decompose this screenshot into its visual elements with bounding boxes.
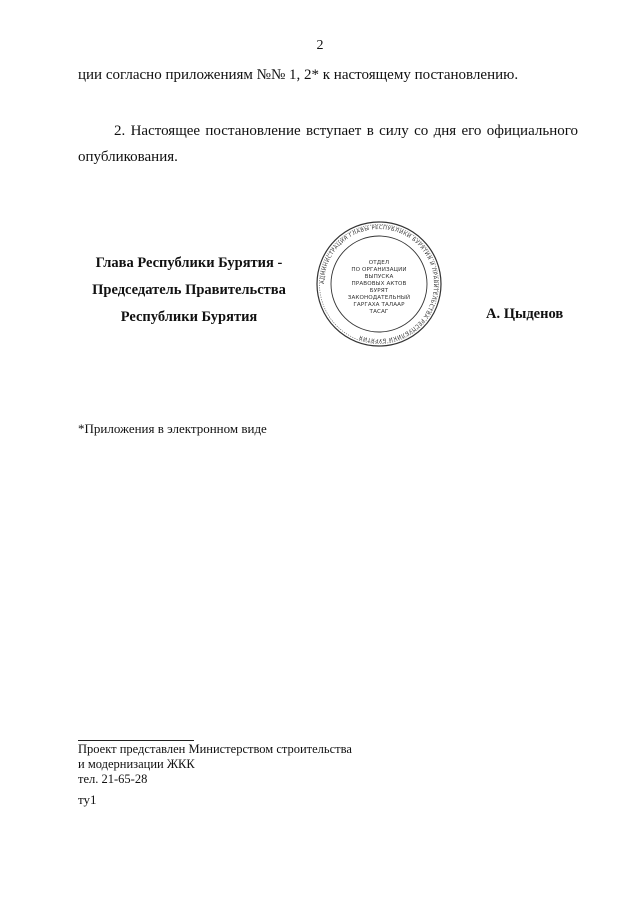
paragraph-effective-date-text: 2. Настоящее постановление вступает в силу со дня его официального опубликования.: [78, 123, 578, 165]
footnote-divider: [78, 740, 194, 741]
seal-center-line: ТАСАГ: [369, 309, 389, 315]
seal-center-line: ВЫПУСКА: [364, 274, 394, 280]
paragraph-continuation: ции согласно приложениям №№ 1, 2* к настоящему постановлению.: [78, 67, 519, 83]
seal-graphic: [313, 218, 445, 350]
seal-center-line: ПО ОРГАНИЗАЦИИ: [351, 267, 407, 273]
signatory-title-line: Председатель Правительства: [92, 282, 286, 298]
appendix-note: *Приложения в электронном виде: [78, 421, 267, 436]
paragraph-effective-date: [78, 118, 578, 170]
signatory-title-line: Глава Республики Бурятия -: [95, 255, 283, 271]
signatory-title: [64, 250, 314, 331]
seal-center-line: ОТДЕЛ: [368, 260, 390, 266]
seal-center-line: ЗАКОНОДАТЕЛЬНЫЙ: [347, 295, 411, 301]
seal-center-line: ГАРГАХА ТАЛААР: [353, 302, 405, 308]
document-code: ту1: [78, 792, 97, 807]
seal-ring-text: АДМИНИСТРАЦИЯ ГЛАВЫ РЕСПУБЛИКИ БУРЯТИЯ И ПРАВИТЕЛЬСТВА РЕСПУБЛИКИ БУРЯТИЯ: [319, 224, 439, 344]
signatory-title-line: Республики Бурятия: [120, 309, 258, 325]
official-seal: [313, 218, 445, 350]
seal-center-line: ПРАВОВЫХ АКТОВ: [351, 281, 407, 287]
project-footnote: [78, 742, 352, 787]
page-number: 2: [316, 38, 324, 53]
footnote-line: и модернизации ЖКК: [78, 757, 195, 771]
footnote-phone: тел. 21-65-28: [78, 772, 148, 786]
seal-center-line: БУРЯТ: [369, 288, 389, 294]
signatory-name: А. Цыденов: [486, 306, 564, 322]
footnote-line: Проект представлен Министерством строительства: [78, 742, 352, 756]
